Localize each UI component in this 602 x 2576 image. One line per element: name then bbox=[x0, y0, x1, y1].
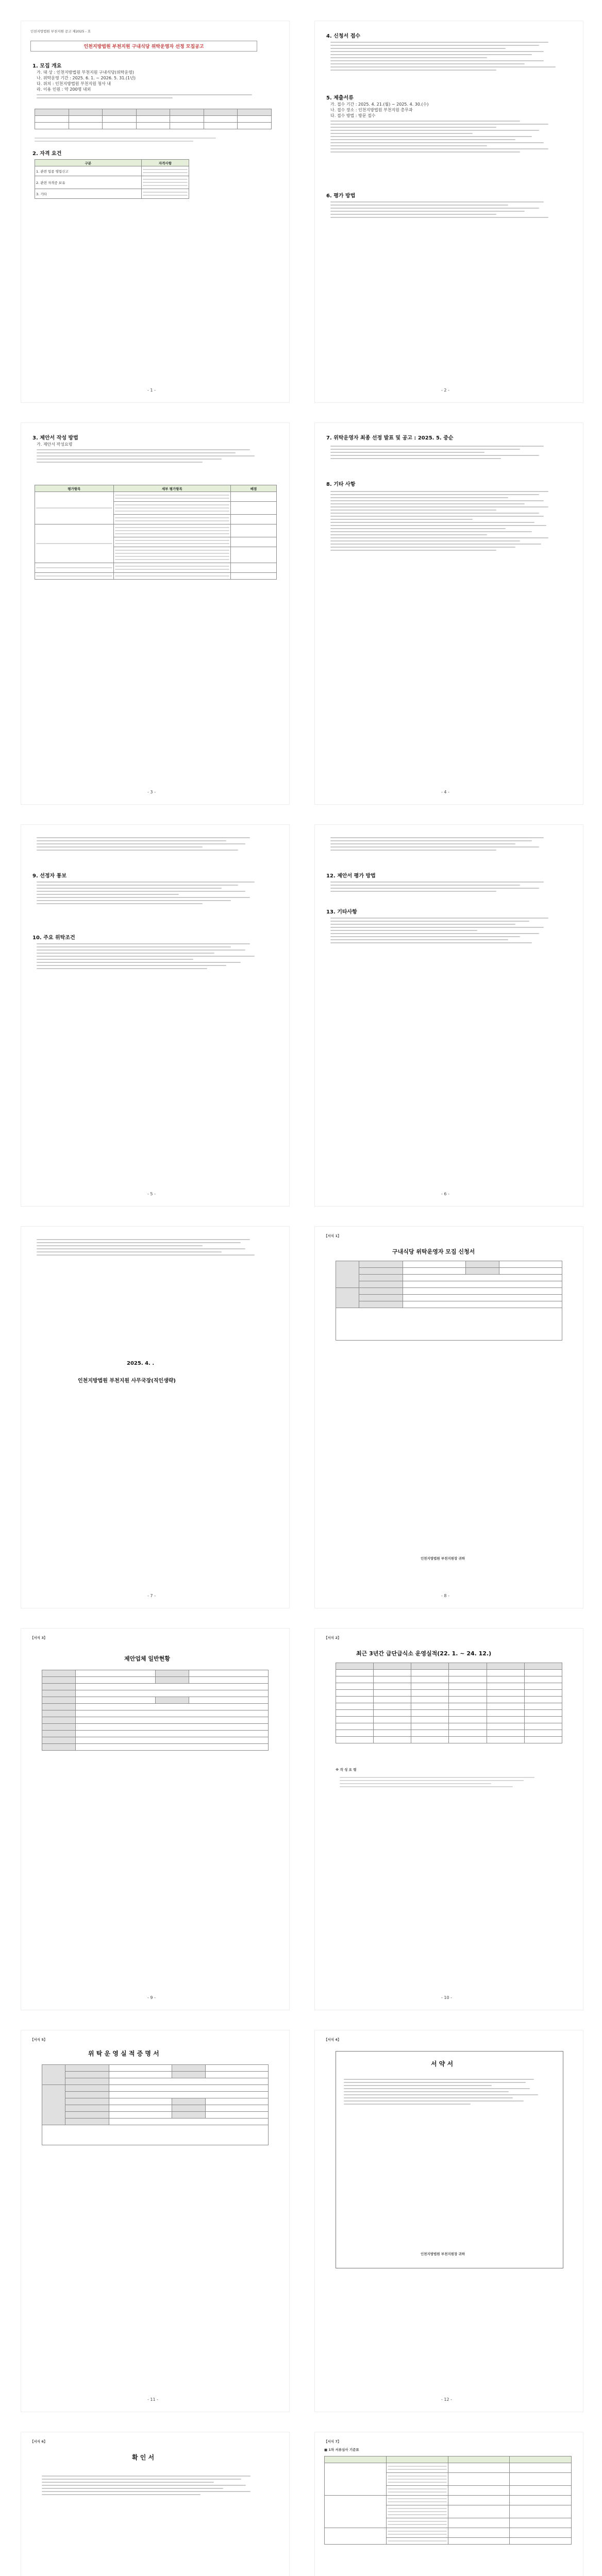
notice-issuer: 인천지방법원 부천지원 사무국장(직인생략) bbox=[78, 1378, 176, 1384]
notice-header-small: 인천지방법원 부천지원 공고 제2025 - 호 bbox=[30, 29, 91, 33]
s1-line: 라. 이용 인원 : 약 200명 내외 bbox=[37, 87, 91, 92]
form-7-page bbox=[314, 2432, 583, 2576]
form-2-table bbox=[336, 1663, 562, 1743]
page-number: - 7 - bbox=[147, 1594, 156, 1598]
section-8-heading: 8. 기타 사항 bbox=[326, 482, 356, 487]
page-number: - 4 - bbox=[441, 790, 449, 794]
form-4-page bbox=[314, 2030, 583, 2412]
notice-page-5 bbox=[21, 824, 290, 1207]
col-header: 세부 평가항목 bbox=[113, 485, 231, 492]
form-5-page bbox=[21, 2030, 290, 2412]
section-2-heading: 2. 자격 요건 bbox=[32, 151, 62, 157]
notice-date: 2025. 4. . bbox=[127, 1361, 155, 1366]
form-6-title: 확 인 서 bbox=[132, 2454, 155, 2461]
col-header: 배점 bbox=[231, 485, 277, 492]
form-7-table bbox=[324, 2456, 572, 2545]
qual-row: 3. 기타 bbox=[35, 189, 142, 199]
s4-line: 나. 접수 장소 : 인천지방법원 부천지원 총무과 bbox=[330, 108, 413, 112]
notice-page-1 bbox=[21, 21, 290, 403]
qual-row: 1. 관련 업종 영업신고 bbox=[35, 166, 142, 176]
form-1-label: 【서식 1】 bbox=[324, 1234, 341, 1238]
page-number: - 3 - bbox=[147, 790, 156, 794]
section-12-heading: 12. 제안서 평가 방법 bbox=[326, 873, 376, 879]
col-header: 평가항목 bbox=[35, 485, 114, 492]
page-number: - 2 - bbox=[441, 388, 449, 393]
section-6-heading: 6. 평가 방법 bbox=[326, 193, 356, 199]
form-2-writing-guide: ※ 작 성 요 령 bbox=[336, 1768, 357, 1772]
section-5-heading: 5. 제출서류 bbox=[326, 95, 354, 101]
form-3-page bbox=[21, 1628, 290, 2010]
notice-page-7 bbox=[21, 1226, 290, 1608]
s3-line: 가. 제안서 작성요령 bbox=[37, 442, 73, 447]
col-header: 구분 bbox=[35, 160, 142, 166]
s1-line: 나. 위탁운영 기간 : 2025. 6. 1. ~ 2026. 5. 31.(1년) bbox=[37, 76, 136, 80]
qual-row: 2. 관련 자격증 보유 bbox=[35, 176, 142, 189]
form-5-label: 【서식 5】 bbox=[30, 2038, 47, 2042]
form-2-title: 최근 3년간 급단급식소 운영실적(22. 1. ~ 24. 12.) bbox=[356, 1650, 492, 1657]
form-7-label: 【서식 7】 bbox=[324, 2439, 341, 2444]
form-1-page bbox=[314, 1226, 583, 1608]
form-6-page bbox=[21, 2432, 290, 2576]
form-4-title: 서 약 서 bbox=[431, 2060, 454, 2067]
form-4-label: 【서식 4】 bbox=[324, 2038, 341, 2042]
section-3-heading: 3. 제안서 작성 방법 bbox=[32, 435, 78, 441]
qualification-table bbox=[35, 159, 189, 199]
page-number: - 10 - bbox=[441, 1995, 453, 2000]
page-number: - 8 - bbox=[441, 1594, 449, 1598]
section-9-heading: 9. 선정자 통보 bbox=[32, 873, 67, 879]
form-3-label: 【서식 3】 bbox=[30, 1636, 47, 1640]
form-4-footer: 인천지방법원 부천지원장 귀하 bbox=[421, 2252, 465, 2256]
s1-line: 가. 대 상 : 인천지방법원 부천지원 구내식당(위탁운영) bbox=[37, 70, 135, 75]
page-number: - 11 - bbox=[147, 2397, 159, 2402]
form-6-label: 【서식 6】 bbox=[30, 2439, 47, 2444]
s4-line: 가. 접수 기간 : 2025. 4. 21.(월) ~ 2025. 4. 30.(수) bbox=[330, 102, 429, 107]
section-1-heading: 1. 모집 개요 bbox=[32, 63, 62, 69]
evaluation-criteria-table bbox=[35, 485, 277, 580]
form-5-title: 위 탁 운 영 실 적 증 명 서 bbox=[88, 2050, 159, 2057]
section-4-heading: 4. 신청서 접수 bbox=[326, 33, 361, 39]
page-number: - 1 - bbox=[147, 388, 156, 393]
notice-page-6 bbox=[314, 824, 583, 1207]
form-3-table bbox=[42, 1670, 269, 1751]
form-5-table bbox=[42, 2064, 269, 2145]
section-13-heading: 13. 기타사항 bbox=[326, 909, 357, 915]
notice-page-4 bbox=[314, 422, 583, 805]
page-number: - 12 - bbox=[441, 2397, 453, 2402]
notice-page-3 bbox=[21, 422, 290, 805]
section-7-heading: 7. 위탁운영자 최종 선정 발표 및 공고 : 2025. 5. 중순 bbox=[326, 435, 454, 441]
form-3-title: 제안업체 일반현황 bbox=[124, 1655, 170, 1662]
page-number: - 5 - bbox=[147, 1192, 156, 1196]
form-7-caption: ■ 1차 서류심사 기준표 bbox=[324, 2448, 359, 2452]
form-1-title: 구내식당 위탁운영자 모집 신청서 bbox=[392, 1248, 475, 1255]
section-10-heading: 10. 주요 위탁조건 bbox=[32, 935, 75, 941]
col-header: 자격사항 bbox=[141, 160, 189, 166]
notice-title: 인천지방법원 부천지원 구내식당 위탁운영자 선정 모집공고 bbox=[30, 41, 257, 52]
kitchen-spec-table bbox=[35, 109, 272, 129]
notice-page-2 bbox=[314, 21, 583, 403]
form-1-footer: 인천지방법원 부천지원장 귀하 bbox=[421, 1556, 465, 1561]
form-2-page bbox=[314, 1628, 583, 2010]
page-number: - 9 - bbox=[147, 1995, 156, 2000]
s1-line: 다. 위치 : 인천지방법원 부천지원 청사 내 bbox=[37, 81, 111, 86]
s4-line: 다. 접수 방법 : 방문 접수 bbox=[330, 113, 376, 118]
page-number: - 6 - bbox=[441, 1192, 449, 1196]
form-2-label: 【서식 2】 bbox=[324, 1636, 341, 1640]
form-1-table bbox=[336, 1261, 562, 1341]
